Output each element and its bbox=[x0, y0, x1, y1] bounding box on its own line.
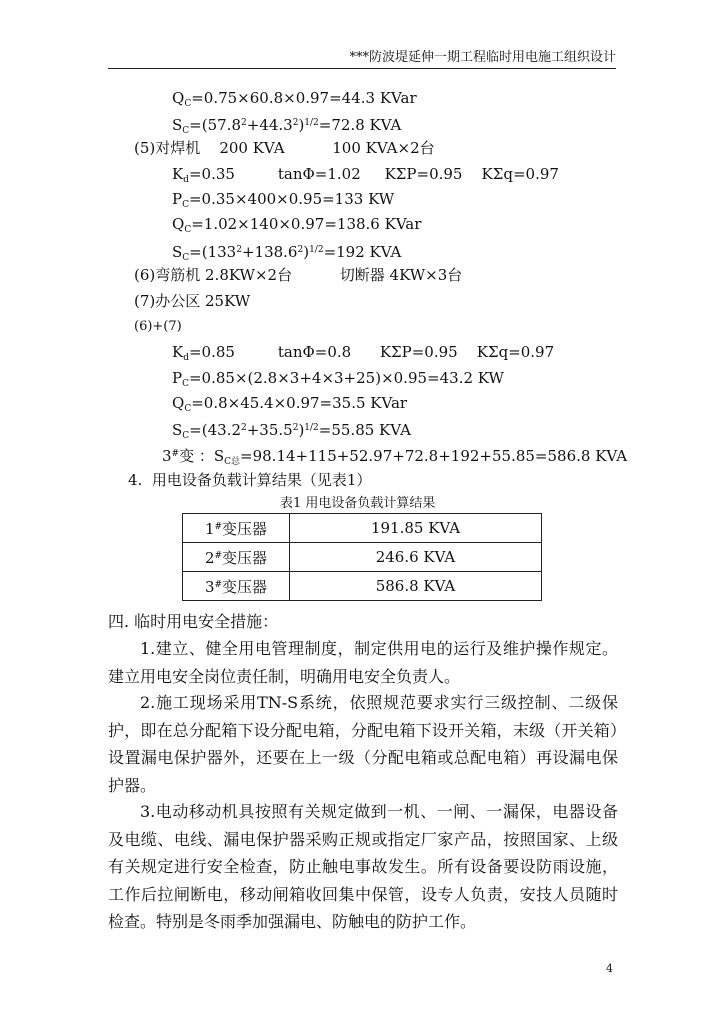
section-heading: 四. 临时用电安全措施： bbox=[108, 612, 279, 631]
page-header: ***防波堤延伸一期工程临时用电施工组织设计 bbox=[349, 50, 616, 65]
table-row bbox=[183, 514, 542, 543]
item-bender-cutter: (6)弯筋机 2.8KW×2台 切断器 4KW×3台 bbox=[134, 266, 463, 284]
header-rule bbox=[108, 68, 616, 69]
formula-qc-1: $Q_C=0.75\times 60.8\times 0.97=44.3$ KVar bbox=[172, 89, 417, 109]
formula-sc-2: $S_C=(133^2+138.6^2)^{1/2}=192$ KVA bbox=[172, 243, 402, 263]
formula-qc-2: $Q_C=1.02\times 140\times 0.97=138.6$ KVar bbox=[172, 215, 422, 235]
formula-sc-3: $S_C=(43.2^2+35.5^2)^{1/2}=55.85$ KVA bbox=[172, 421, 411, 441]
table-cell-value: 586.8 KVA bbox=[290, 572, 542, 601]
formula-transformer-3-total: 3#变 ：$S_{C总}=98.14+115+52.97+72.8+192+55.85=586.8$ KVA bbox=[162, 447, 628, 467]
formula-sc-1: $S_C=(57.8^2+44.3^2)^{1/2}=72.8$ KVA bbox=[172, 116, 402, 136]
paragraph-1: 1.建立、健全用电管理制度，制定供用电的运行及维护操作规定。建立用电安全岗位责任制，明确用电安全负责人。 bbox=[108, 639, 618, 686]
table-row bbox=[183, 572, 542, 601]
table-cell-value: 246.6 KVA bbox=[290, 543, 542, 572]
formula-pc-2: $P_C=0.85\times(2.8\times 3+4\times 3+25)\times 0.95=43.2$ KW bbox=[172, 369, 504, 389]
formula-qc-3: $Q_C=0.8\times 45.4\times 0.97=35.5$ KVar bbox=[172, 394, 408, 414]
load-results-table bbox=[182, 513, 542, 601]
table-caption: 表1 用电设备负载计算结果 bbox=[280, 496, 436, 511]
formula-kd-2: $K_d=0.85$ tanΦ=0.8 KΣP=0.95 KΣq=0.97 bbox=[172, 343, 555, 363]
table-cell-name: 3#变压器 bbox=[183, 572, 290, 601]
subsection-load-results: 4. 用电设备负载计算结果（见表1） bbox=[128, 471, 372, 489]
table-cell-name: 1#变压器 bbox=[183, 514, 290, 543]
table-row bbox=[183, 543, 542, 572]
item-butt-welder: (5)对焊机 200 KVA 100 KVA×2台 bbox=[134, 139, 435, 157]
page-number: 4 bbox=[606, 962, 613, 975]
item-office: (7)办公区 25KW bbox=[134, 292, 251, 310]
table-cell-value: 191.85 KVA bbox=[290, 514, 542, 543]
paragraph-3: 3.电动移动机具按照有关规定做到一机、一闸、一漏保，电器设备及电缆、电线、漏电保护器采购正规或指定厂家产品，按照国家、上级有关规定进行安全检查，防止触电事故发生。所有设备要设防雨设施，工作后拉闸断电，移动闸箱收回集中保管，设专人负责，安技人员随时检查。特别是冬雨季加强漏电、防触电的防护工作。 bbox=[108, 802, 618, 931]
formula-pc-1: $P_C=0.35\times 400\times 0.95=133$ KW bbox=[172, 190, 395, 210]
formula-kd-1: $K_d=0.35$ tanΦ=1.02 KΣP=0.95 KΣq=0.97 bbox=[172, 165, 559, 185]
table-cell-name: 2#变压器 bbox=[183, 543, 290, 572]
paragraph-2: 2.施工现场采用TN-S系统，依照规范要求实行三级控制、二级保护，即在总分配箱下设分配电箱，分配电箱下设开关箱，末级（开关箱）设置漏电保护器外，还要在上一级（分配电箱或总配电箱）再设漏电保护器。 bbox=[108, 693, 618, 795]
item-combined: (6)+(7) bbox=[134, 319, 182, 334]
